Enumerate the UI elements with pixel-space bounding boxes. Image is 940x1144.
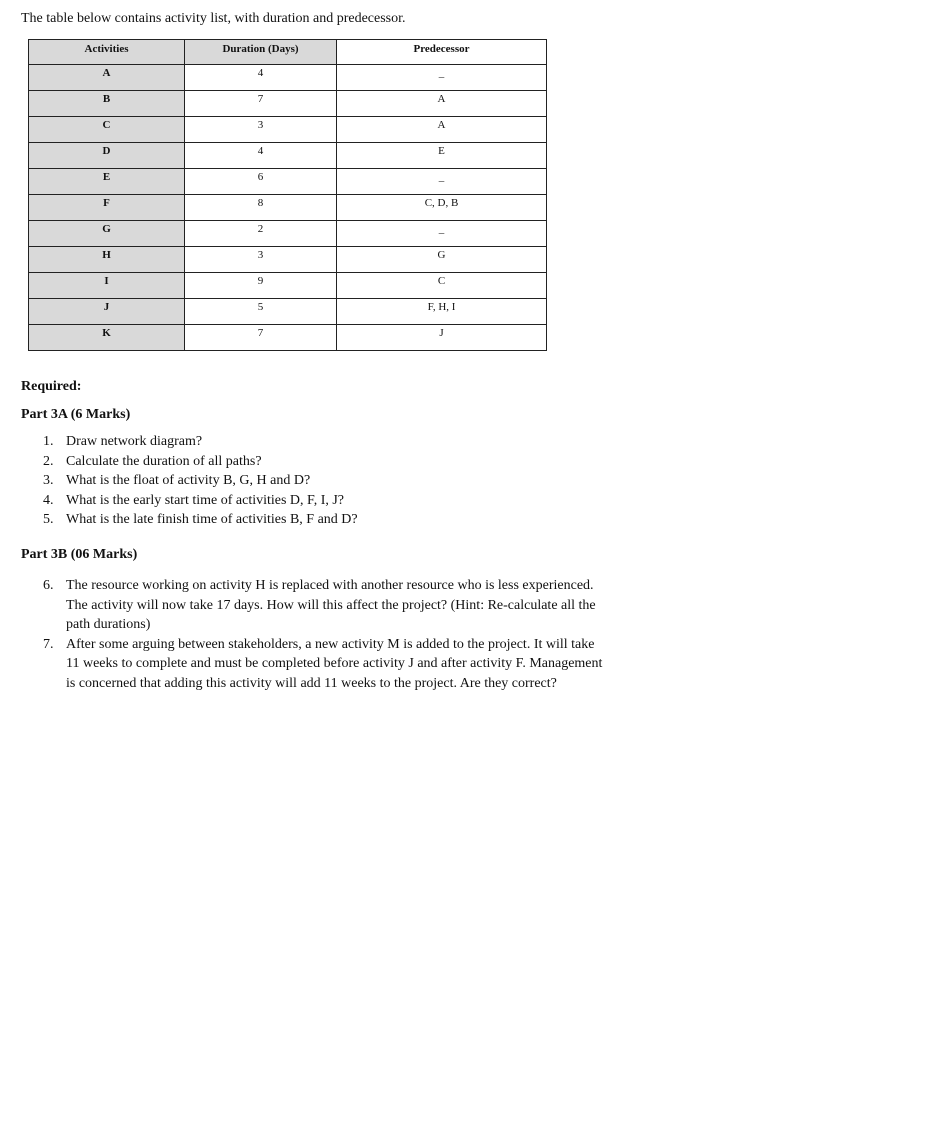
table-row (29, 143, 547, 169)
table-header-row (29, 40, 547, 65)
table-row (29, 117, 547, 143)
cell-duration: 7 (185, 325, 337, 351)
table-row (29, 65, 547, 91)
question-number: 1. (43, 434, 54, 449)
cell-activity: G (29, 221, 185, 247)
cell-predecessor: E (337, 143, 547, 169)
table-row (29, 169, 547, 195)
cell-activity: F (29, 195, 185, 221)
required-heading: Required: (21, 379, 82, 394)
question-number: 7. (43, 636, 54, 652)
question-number: 2. (43, 453, 54, 469)
intro-text: The table below contains activity list, with duration and predecessor. (21, 11, 406, 26)
cell-activity: D (29, 143, 185, 169)
table-row (29, 299, 547, 325)
table-body (29, 65, 547, 351)
table-row (29, 247, 547, 273)
cell-predecessor: J (337, 325, 547, 351)
cell-activity: E (29, 169, 185, 195)
cell-predecessor: G (337, 247, 547, 273)
cell-duration: 2 (185, 221, 337, 247)
cell-activity: J (29, 299, 185, 325)
header-activities: Activities (29, 40, 185, 65)
question-text: What is the late finish time of activities B, F and D? (66, 512, 358, 527)
cell-predecessor: _ (337, 221, 547, 247)
cell-duration: 3 (185, 117, 337, 143)
cell-duration: 5 (185, 299, 337, 325)
table-row (29, 273, 547, 299)
cell-duration: 9 (185, 273, 337, 299)
question-text: After some arguing between stakeholders, a new activity M is added to the project. It will take 11 weeks to complete and must be completed before activity J and after activity F. Management is concerned that adding this activity will add 11 weeks to the project. Are they correct? (66, 636, 603, 691)
question-text: What is the early start time of activities D, F, I, J? (66, 492, 345, 508)
question-text: The resource working on activity H is replaced with another resource who is less experienced. The activity will now take 17 days. How will this affect the project? (Hint: Re-calculate all the path durations) (66, 578, 596, 632)
cell-activity: K (29, 325, 185, 351)
table-row (29, 221, 547, 247)
cell-activity: H (29, 247, 185, 273)
table-row (29, 325, 547, 351)
table-row (29, 195, 547, 221)
cell-predecessor: A (337, 91, 547, 117)
question-text: Draw network diagram? (66, 434, 203, 449)
cell-duration: 8 (185, 195, 337, 221)
question-item (43, 635, 606, 694)
activity-table (28, 39, 547, 351)
header-predecessor: Predecessor (337, 40, 547, 65)
cell-duration: 7 (185, 91, 337, 117)
question-item (43, 471, 666, 491)
part-3b-questions (43, 576, 606, 693)
part-3b-title: Part 3B (06 Marks) (21, 547, 138, 562)
cell-duration: 6 (185, 169, 337, 195)
question-item (43, 432, 666, 452)
part-3a-questions (43, 432, 666, 530)
question-text: Calculate the duration of all paths? (66, 453, 262, 469)
part-3a-title: Part 3A (6 Marks) (21, 407, 131, 422)
question-number: 5. (43, 512, 54, 527)
question-item (43, 576, 606, 635)
cell-predecessor: C (337, 273, 547, 299)
question-item (43, 452, 666, 472)
cell-duration: 3 (185, 247, 337, 273)
cell-predecessor: F, H, I (337, 299, 547, 325)
cell-activity: B (29, 91, 185, 117)
header-duration: Duration (Days) (185, 40, 337, 65)
cell-predecessor: C, D, B (337, 195, 547, 221)
question-item (43, 510, 666, 530)
question-number: 3. (43, 473, 54, 488)
cell-activity: A (29, 65, 185, 91)
question-item (43, 491, 666, 511)
question-number: 6. (43, 578, 54, 593)
cell-predecessor: _ (337, 169, 547, 195)
question-number: 4. (43, 492, 54, 508)
cell-activity: I (29, 273, 185, 299)
cell-duration: 4 (185, 143, 337, 169)
cell-activity: C (29, 117, 185, 143)
cell-duration: 4 (185, 65, 337, 91)
question-text: What is the float of activity B, G, H and D? (66, 473, 311, 488)
cell-predecessor: _ (337, 65, 547, 91)
cell-predecessor: A (337, 117, 547, 143)
table-row (29, 91, 547, 117)
